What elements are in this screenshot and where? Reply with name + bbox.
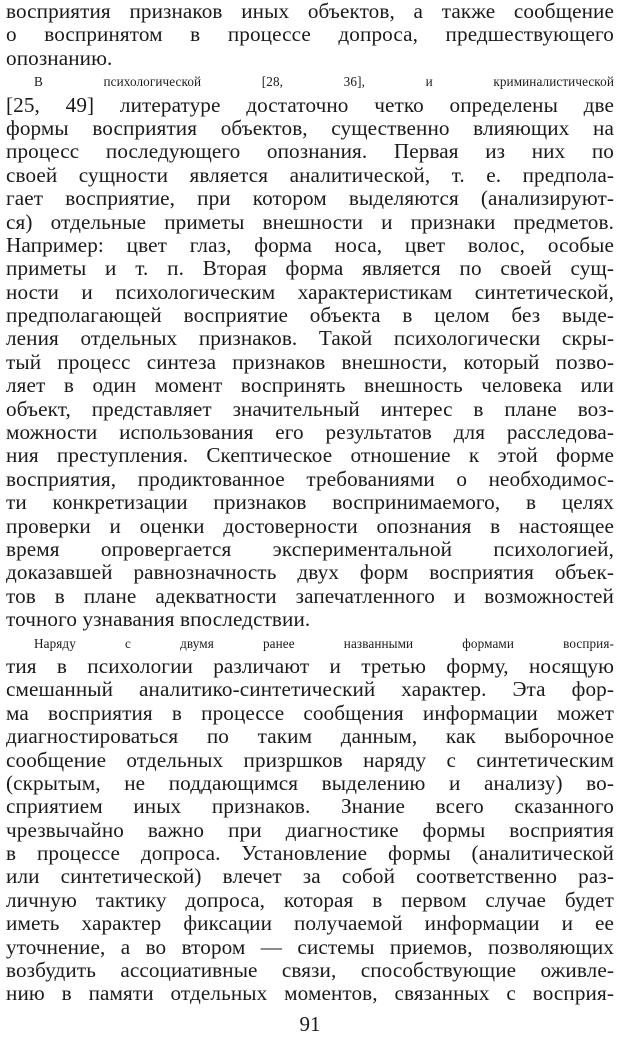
text-line: диагностироваться по таким данным, как выборочное	[6, 724, 614, 749]
text-line: восприятия, продиктованное требованиями о необходимос-	[6, 466, 614, 491]
text-line: проверки и оценки достоверности опознания в настоящее	[6, 513, 614, 538]
text-line: В психологической [28, 36], и криминалистической	[34, 74, 614, 90]
text-line: чрезвычайно важно при диагностике формы восприятия	[6, 817, 614, 842]
text-line: сприятием иных признаков. Знание всего сказанного	[6, 794, 614, 819]
text-column	[6, 0, 614, 1006]
text-line: тия в психологии различают и третью форму, носящую	[6, 653, 614, 678]
text-line: точного узнавания впоследствии.	[6, 607, 311, 632]
text-line: о воспринятом в процессе допроса, предшествующего	[6, 22, 614, 47]
text-line: ления отдельных признаков. Такой психологически скры-	[6, 326, 614, 351]
text-line: ляет в один момент воспринять внешность человека или	[6, 373, 614, 398]
text-line: гает восприятие, при котором выделяются (анализируют-	[6, 186, 614, 211]
text-line: Наряду с двумя ранее названными формами восприя-	[34, 635, 614, 651]
text-line: время опровергается экспериментальной психологией,	[6, 536, 614, 561]
page-body	[6, 0, 614, 1006]
text-line: в процессе допроса. Установление формы (аналитической	[6, 841, 614, 866]
text-line: объект, представляет значительный интерес в плане воз-	[6, 396, 614, 421]
text-line: доказавшей равнозначность двух форм восприятия объек-	[6, 560, 614, 585]
text-line: приметы и т. п. Вторая форма является по своей сущ-	[6, 256, 614, 281]
text-line: предполагающей восприятие объекта в целом без выде-	[6, 303, 614, 328]
text-line: сообщение отдельных призршков наряду с синтетическим	[6, 747, 614, 772]
text-line: своей сущности является аналитической, т. е. предпола-	[6, 162, 614, 187]
text-line: ма восприятия в процессе сообщения информации может	[6, 700, 614, 725]
text-line: ти конкретизации признаков воспринимаемого, в целях	[6, 490, 614, 515]
text-line: возбудить ассоциативные связи, способствующие оживле-	[6, 958, 614, 983]
text-line: ся) отдельные приметы внешности и признаки предметов.	[6, 209, 614, 234]
text-line: можности использования его результатов для расследова-	[6, 420, 614, 445]
text-line: процесс последующего опознания. Первая из них по	[6, 139, 614, 164]
text-line: Например: цвет глаз, форма носа, цвет волос, особые	[6, 232, 614, 257]
text-line: восприятия признаков иных объектов, а также сообщение	[6, 0, 614, 23]
text-line: или синтетической) влечет за собой соответственно раз-	[6, 864, 614, 889]
text-line: опознанию.	[6, 45, 113, 70]
text-line: (скрытым, не поддающимся выделению и анализу) во-	[6, 770, 614, 795]
text-line: нию в памяти отдельных моментов, связанных с восприя-	[6, 981, 614, 1006]
text-line: личную тактику допроса, которая в первом случае будет	[6, 887, 614, 912]
text-line: формы восприятия объектов, существенно влияющих на	[6, 115, 614, 140]
text-line: уточнение, а во втором — системы приемов, позволяющих	[6, 934, 614, 959]
text-line: [25, 49] литературе достаточно четко определены две	[6, 92, 614, 117]
text-line: тов в плане адекватности запечатленного и возможностей	[6, 583, 614, 608]
text-line: иметь характер фиксации получаемой информации и ее	[6, 911, 614, 936]
text-line: смешанный аналитико-синтетический характер. Эта фор-	[6, 677, 614, 702]
text-line: ния преступления. Скептическое отношение к этой форме	[6, 443, 614, 468]
page-number: 91	[299, 1012, 321, 1036]
text-line: ности и психологическим характеристикам синтетической,	[6, 279, 614, 304]
text-line: тый процесс синтеза признаков внешности, который позво-	[6, 349, 614, 374]
